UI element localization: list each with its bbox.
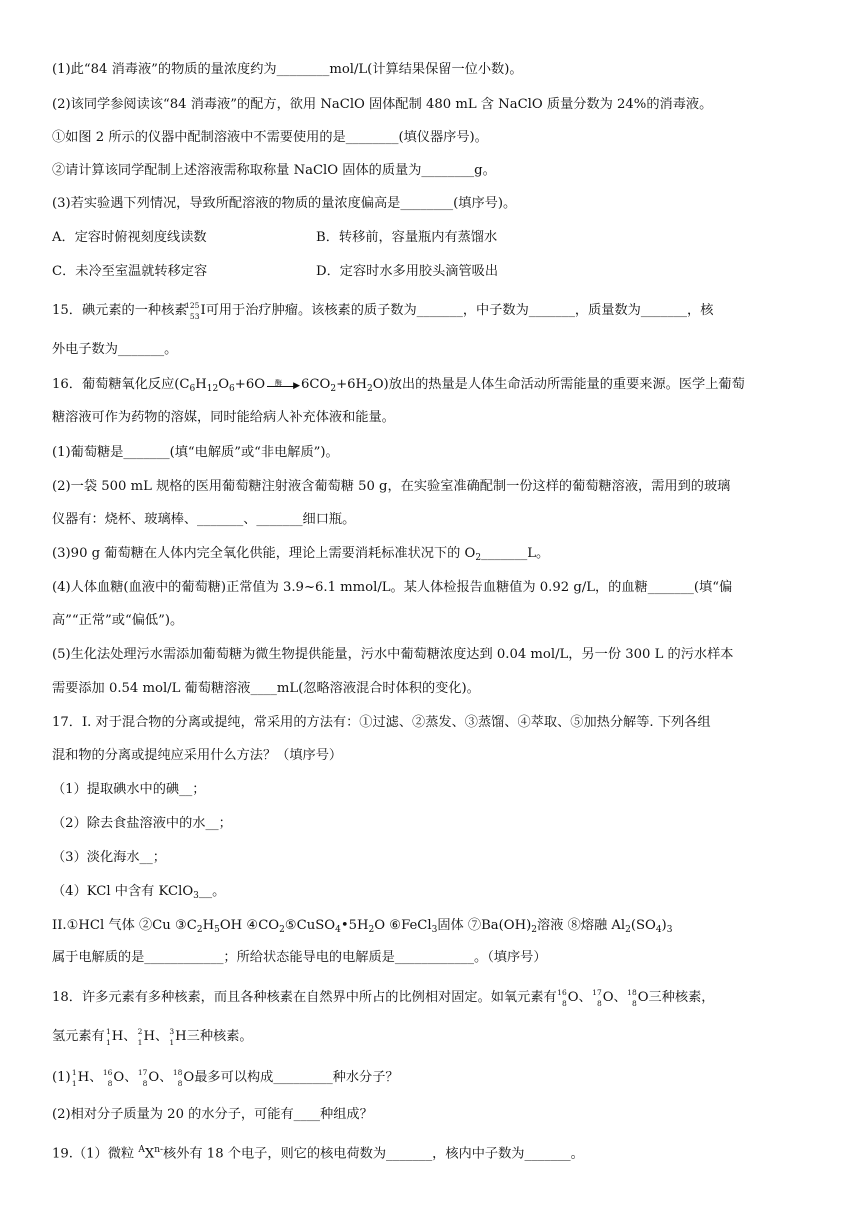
q16-text: _______L。	[481, 546, 550, 561]
q15-line2: 外电子数为_______。	[52, 342, 178, 357]
nuclide-mass-number: 3	[169, 1027, 175, 1036]
q18-line1	[52, 988, 714, 1008]
element-symbol: H	[175, 1029, 187, 1044]
q17-text: O ⑥FeCl	[374, 918, 432, 933]
q17-text: II.①HCl 气体 ②Cu ③C	[52, 918, 197, 933]
nuclide-mass-number: 1	[71, 1068, 77, 1077]
element-symbol: H	[77, 1070, 90, 1085]
separator: 、	[89, 1070, 103, 1085]
nuclide-atomic-number: 53	[189, 312, 200, 321]
superscript: A	[138, 1145, 145, 1155]
oxygen-16-nuclide	[557, 988, 567, 1008]
nuclide-mass-number: 17	[137, 1068, 148, 1077]
q17-item4	[52, 882, 225, 906]
q14-option-b: B．转移前，容量瓶内有蒸馏水	[316, 230, 498, 245]
nuclide-mass-number: 16	[557, 988, 567, 997]
q18-text: 三种核素。	[186, 1029, 253, 1044]
subscript: 2	[475, 553, 482, 563]
q16-part2-line2: 仪器有：烧杯、玻璃棒、_______、_______细口瓶。	[52, 512, 356, 527]
q15-text-a: 15．碘元素的一种核素	[52, 303, 188, 318]
nuclide-atomic-number: 8	[107, 1079, 113, 1088]
q15-text-b: 可用于治疗肿瘤。该核素的质子数为_______，中子数为_______，质量数为_______，核	[205, 303, 714, 318]
q16-part2-line1: (2)一袋 500 mL 规格的医用葡萄糖注射液含葡萄糖 50 g，在实验室准确配制一份这样的葡萄糖溶液，需用到的玻璃	[52, 479, 731, 494]
q16-part4-line2: 高”“正常”或“偏低”)。	[52, 613, 184, 628]
subscript: 4	[335, 925, 341, 935]
q16-text: O)放出的热量是人体生命活动所需能量的重要来源。医学上葡萄	[372, 377, 745, 392]
hydrogen-3-nuclide	[168, 1027, 174, 1047]
nuclide-atomic-number: 8	[596, 999, 602, 1008]
q17-line1: 17．I. 对于混合物的分离或提纯，常采用的方法有：①过滤、②蒸发、③蒸馏、④萃取、⑤加热分解等. 下列各组	[52, 715, 711, 730]
oxygen-16-nuclide	[102, 1068, 112, 1088]
q16-part1: (1)葡萄糖是_______(填“电解质”或“非电解质”)。	[52, 445, 339, 460]
q16-text: (3)90 g 葡萄糖在人体内完全氧化供能，理论上需要消耗标准状况下的 O	[52, 546, 476, 561]
subscript: 5	[214, 925, 220, 935]
q16-part3	[52, 544, 549, 568]
q18-text: 最多可以构成_________种水分子？	[194, 1070, 399, 1085]
element-symbol: O	[637, 990, 649, 1005]
subscript: 3	[193, 891, 199, 901]
hydrogen-2-nuclide	[136, 1027, 142, 1047]
q17-text: )	[661, 918, 667, 933]
q14-part2-sub2: ②请计算该同学配制上述溶液需称取称量 NaClO 固体的质量为________g。	[52, 163, 496, 178]
q14-part3: (3)若实验遇下列情况，导致所配溶液的物质的量浓度偏高是________(填序号)。	[52, 196, 517, 211]
q17-text: •5H	[340, 918, 369, 933]
subscript: 2	[625, 925, 631, 935]
subscript: 2	[330, 384, 337, 394]
q17-part2-question: 属于电解质的是____________；所给状态能导电的电解质是____________。（填序号）	[52, 950, 547, 965]
reaction-arrow-icon: 酶 ▶	[265, 375, 301, 395]
nuclide-mass-number: 2	[137, 1027, 143, 1036]
subscript: 2	[531, 925, 538, 935]
separator: 、	[124, 1070, 138, 1085]
q18-text: 三种核素，	[648, 990, 715, 1005]
oxygen-17-nuclide	[592, 988, 602, 1008]
subscript: 6	[189, 384, 196, 394]
nuclide-mass-number: 125	[185, 301, 200, 310]
q14-option-c: C．未冷至室温就转移定容	[52, 264, 208, 279]
q17-item1: （1）提取碘水中的碘__；	[52, 782, 206, 797]
subscript: 3	[431, 925, 438, 935]
q17-text: （4）KCl 中含有 KClO	[52, 884, 194, 899]
q17-text: 固体 ⑦Ba(OH)	[437, 918, 532, 933]
q18-text: 18．许多元素有多种核素，而且各种核素在自然界中所占的比例相对固定。如氧元素有	[52, 990, 557, 1005]
separator: 、	[578, 990, 592, 1005]
catalyst-label: 酶	[275, 379, 283, 387]
separator: 、	[613, 990, 627, 1005]
q17-text: OH ④CO	[219, 918, 280, 933]
q17-text: (SO	[630, 918, 656, 933]
nuclide-mass-number: 16	[102, 1068, 113, 1077]
element-symbol: H	[111, 1029, 124, 1044]
element-symbol: O	[602, 990, 614, 1005]
nuclide-mass-number: 18	[627, 988, 637, 997]
q17-text: 溶液 ⑧熔融 Al	[537, 918, 626, 933]
subscript: 3	[666, 925, 673, 935]
q18-part2: (2)相对分子质量为 20 的水分子，可能有____种组成？	[52, 1107, 373, 1122]
q16-line1	[52, 375, 745, 399]
nuclide-mass-number: 18	[172, 1068, 183, 1077]
oxygen-18-nuclide	[172, 1068, 182, 1088]
q14-part2-sub1: ①如图 2 所示的仪器中配制溶液中不需要使用的是________(填仪器序号)。	[52, 130, 488, 145]
q18-text: (1)	[52, 1070, 71, 1085]
q16-line2: 糖溶液可作为药物的溶媒，同时能给病人补充体液和能量。	[52, 410, 395, 425]
q19-text: 核外有 18 个电子，则它的核电荷数为_______，核内中子数为_______。	[163, 1146, 584, 1162]
q19-text: 19.（1）微粒	[52, 1146, 139, 1162]
q17-text: ⑤CuSO	[284, 918, 336, 933]
nuclide-atomic-number: 1	[71, 1079, 77, 1088]
subscript: 2	[368, 925, 375, 935]
q16-part5-line2: 需要添加 0.54 mol/L 葡萄糖溶液____mL(忽略溶液混合时体积的变化)。	[52, 681, 480, 696]
nuclide-atomic-number: 8	[561, 999, 567, 1008]
nuclide-symbol: I	[200, 303, 206, 318]
subscript: 2	[279, 925, 285, 935]
q17-item2: （2）除去食盐溶液中的水__；	[52, 816, 232, 831]
q16-text: +6O	[234, 377, 266, 392]
q16-part5-line1: (5)生化法处理污水需添加葡萄糖为微生物提供能量，污水中葡萄糖浓度达到 0.04 mol/L，另一份 300 L 的污水样本	[52, 647, 734, 662]
nuclide-atomic-number: 1	[105, 1038, 111, 1047]
hydrogen-1-nuclide	[71, 1068, 77, 1088]
q14-part1: (1)此“84 消毒液”的物质的量浓度约为________mol/L(计算结果保留一位小数)。	[52, 62, 523, 77]
q17-text: __。	[198, 884, 226, 899]
nuclide-atomic-number: 1	[137, 1038, 143, 1047]
separator: 、	[123, 1029, 137, 1044]
oxygen-17-nuclide	[137, 1068, 147, 1088]
q16-text: 16．葡萄糖氧化反应(C	[52, 377, 190, 392]
element-symbol: H	[143, 1029, 155, 1044]
particle-symbol: X	[144, 1146, 155, 1162]
element-symbol: O	[183, 1070, 195, 1085]
q15-line1	[52, 301, 713, 321]
separator: 、	[159, 1070, 173, 1085]
q18-part1	[52, 1068, 399, 1088]
element-symbol: O	[567, 990, 579, 1005]
oxygen-18-nuclide	[627, 988, 637, 1008]
subscript: 6	[229, 384, 235, 394]
q16-part4-line1: (4)人体血糖(血液中的葡萄糖)正常值为 3.9~6.1 mmol/L。某人体检报告血糖值为 0.92 g/L，的血糖_______(填“偏	[52, 580, 733, 595]
separator: 、	[154, 1029, 169, 1044]
nuclide-mass-number: 1	[105, 1027, 111, 1036]
nuclide-atomic-number: 8	[177, 1079, 183, 1088]
q17-item3: （3）淡化海水__；	[52, 850, 166, 865]
q16-text: +6H	[336, 377, 368, 392]
q18-text: 氢元素有	[52, 1029, 105, 1044]
q16-text: O	[218, 377, 230, 392]
q19-line1	[52, 1140, 584, 1164]
hydrogen-1-nuclide	[105, 1027, 111, 1047]
q17-text: H	[202, 918, 215, 933]
element-symbol: O	[113, 1070, 125, 1085]
nuclide-atomic-number: 8	[142, 1079, 148, 1088]
subscript: 2	[367, 384, 373, 394]
superscript: n-	[154, 1145, 164, 1155]
q14-part2: (2)该同学参阅读该“84 消毒液”的配方，欲用 NaClO 固体配制 480 mL 含 NaClO 质量分数为 24%的消毒液。	[52, 97, 713, 112]
iodine-nuclide	[187, 301, 199, 321]
subscript: 12	[206, 384, 219, 394]
subscript: 2	[196, 925, 203, 935]
q14-option-d: D．定容时水多用胶头滴管吸出	[316, 264, 499, 279]
nuclide-mass-number: 17	[592, 988, 602, 997]
q18-line2	[52, 1027, 253, 1047]
q14-option-a: A．定容时俯视刻度线读数	[52, 230, 207, 245]
q17-line2: 混和物的分离或提纯应采用什么方法？（填序号）	[52, 748, 343, 763]
q16-text: H	[195, 377, 207, 392]
element-symbol: O	[148, 1070, 160, 1085]
nuclide-atomic-number: 8	[631, 999, 637, 1008]
q17-part2-list	[52, 916, 672, 940]
q16-text: 6CO	[301, 377, 331, 392]
nuclide-atomic-number: 1	[169, 1038, 175, 1047]
subscript: 4	[655, 925, 662, 935]
